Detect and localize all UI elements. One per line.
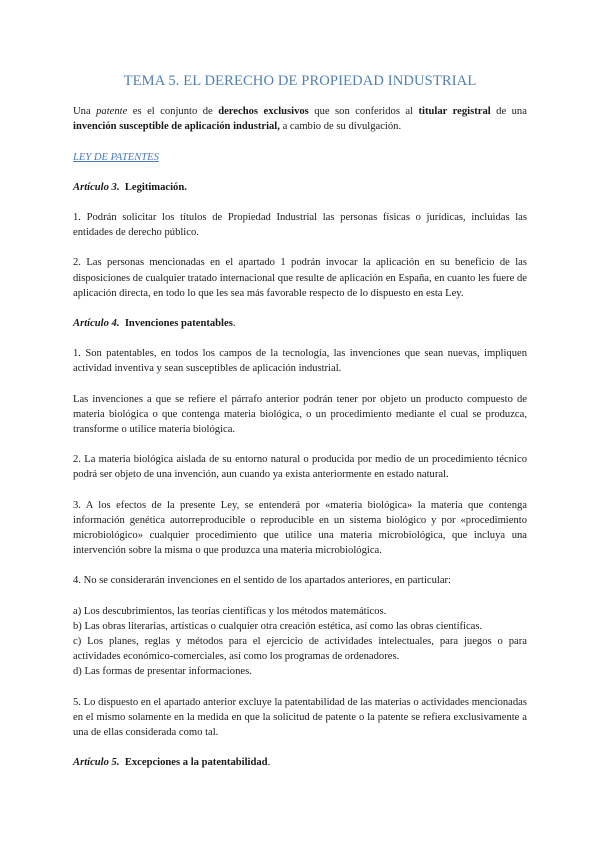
article-3-number: Artículo 3. (73, 181, 120, 193)
intro-term-patente: patente (96, 106, 128, 118)
article-5-name: Excepciones a la patentabilidad (124, 757, 268, 769)
exclusions-list (73, 604, 527, 680)
article-4-paragraph-2: 2. La materia biológica aislada de su entorno natural o producida por medio de un procedimiento técnico podrá ser objeto de una invención, aun cuando ya exista anteriormente en estado natural. (73, 454, 527, 481)
document-page (73, 66, 527, 771)
article-4-name: Invenciones patentables (124, 318, 233, 330)
article-4-number: Artículo 4. (73, 318, 120, 330)
intro-term-derechos: derechos exclusivos (218, 106, 309, 118)
article-4-paragraph-3: 3. A los efectos de la presente Ley, se entenderá por «materia biológica» la materia que contenga información genética autorreproducible o reproducible en un sistema biológico y por «procedimiento microbiológico» cualquier procedimiento que utilice una materia microbiológica, que incluya una intervención sobre la misma o que produzca una materia microbiológica. (73, 499, 527, 557)
intro-text: que son conferidos al (314, 106, 414, 118)
intro-text: es el conjunto de (132, 106, 213, 118)
intro-term-titular: titular registral (418, 106, 491, 118)
article-4-paragraph-4: 4. No se considerarán invenciones en el sentido de los apartados anteriores, en particular: (73, 575, 452, 587)
article-3-paragraph-1: 1. Podrán solicitar los títulos de Propiedad Industrial las personas físicas o jurídicas, incluidas las entidades de derecho público. (73, 212, 527, 239)
law-heading-link[interactable]: LEY DE PATENTES (73, 151, 159, 163)
article-5-number: Artículo 5. (73, 757, 120, 769)
intro-paragraph (73, 104, 527, 134)
intro-text: de una (496, 106, 527, 118)
article-4-heading: Artículo 4. Invenciones patentables. (73, 318, 236, 330)
intro-term-invencion: invención susceptible de aplicación industrial, (73, 121, 280, 133)
intro-text: Una (73, 106, 91, 118)
article-3-heading (73, 180, 527, 195)
article-4-paragraph-1b: Las invenciones a que se refiere el párrafo anterior podrán tener por objeto un producto compuesto de materia biológica o que contenga materia biológica, o un procedimiento mediante el cual se produzca, transforme o utilice materia biológica. (73, 393, 527, 436)
list-item: c) Los planes, reglas y métodos para el ejercicio de actividades intelectuales, para juegos o para actividades económico-comerciales, así como los programas de ordenadores. (73, 636, 527, 663)
article-5-heading: Artículo 5. Excepciones a la patentabilidad. (73, 757, 271, 769)
page-title: TEMA 5. EL DERECHO DE PROPIEDAD INDUSTRIAL (123, 73, 477, 89)
article-4-paragraph-5: 5. Lo dispuesto en el apartado anterior excluye la patentabilidad de las materias o actividades mencionadas en el mismo solamente en la medida en que la solicitud de patente o la patente se refiera exclusivamente a una de ellas considerada como tal. (73, 696, 527, 739)
list-item: d) Las formas de presentar informaciones. (73, 666, 252, 678)
article-3-paragraph-2: 2. Las personas mencionadas en el apartado 1 podrán invocar la aplicación en su beneficio de las disposiciones de cualquier tratado internacional que resulte de aplicación en España, en cuanto les fuere de aplicación directa, en todo lo que les sea más favorable respecto de lo dispuesto en esta Ley. (73, 257, 527, 299)
article-4-paragraph-1: 1. Son patentables, en todos los campos de la tecnología, las invenciones que sean nuevas, impliquen actividad inventiva y sean susceptibles de aplicación industrial. (73, 348, 527, 375)
list-item: b) Las obras literarias, artísticas o cualquier otra creación estética, así como las obras científicas. (73, 620, 483, 632)
intro-text: a cambio de su divulgación. (282, 121, 402, 133)
law-heading-paragraph (73, 150, 527, 165)
list-item: a) Los descubrimientos, las teorías científicas y los métodos matemáticos. (73, 605, 387, 617)
article-3-name: Legitimación. (124, 181, 187, 193)
